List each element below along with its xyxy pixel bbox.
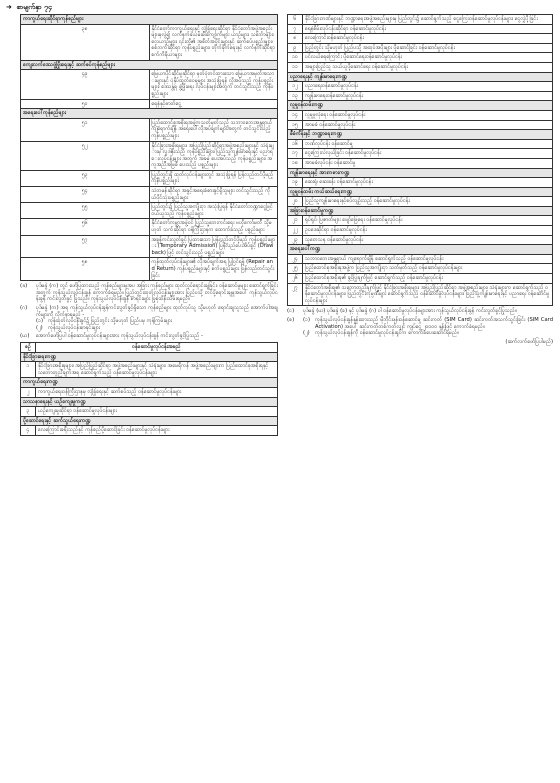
arrow-icon: ➜ — [6, 3, 12, 11]
row-text: ကျန်းမာရေးဝန်ဆောင်မှုလုပ်ငန်း — [303, 91, 553, 101]
paragraph-gha: (ဃ) အောက်ဖော်ပြပါ ဝန်ဆောင်မှုလုပ်ငန်းများအား ကုန်သွယ်လုပ်ငန်းခွန် ကင်းလွတ်ခွင့်ပြုသည် - — [20, 333, 203, 340]
row-number: ၂၂ — [288, 226, 303, 236]
section-heading-row — [21, 109, 278, 119]
row-text: အများပြည်သူ သယ်ယူပို့ဆောင်ရေး ဝန်ဆောင်မှုလုပ်ငန်း — [303, 62, 553, 72]
row-text: ပြည်သူ့ကျန်းမာရေးနှင့်စပ်လျဉ်းသည့် ဝန်ဆောင်မှုလုပ်ငန်း — [303, 197, 553, 207]
table-row — [21, 118, 278, 141]
row-text: ငွေကြေးလဲလှယ်ခြင်း ဝန်ဆောင်မှုလုပ်ငန်း — [303, 149, 553, 159]
table-row — [21, 141, 278, 170]
table-row — [288, 24, 553, 34]
left-column — [20, 14, 278, 436]
section-heading: လူမှုဝန်ထမ်းကဏ္ဍ — [288, 101, 553, 111]
section-heading: ကာကွယ်ရေးကဏ္ဍ — [21, 378, 278, 388]
row-text: လေကြောင်းဝန်ဆောင်မှုလုပ်ငန်း — [303, 34, 553, 44]
row-text: ဆေးရုံ၊ ဆေးခန်း ဝန်ဆောင်မှုလုပ်ငန်း — [303, 178, 553, 188]
table-row — [288, 82, 553, 92]
section-heading: ကာကွယ်ရေးဆိုင်ရာကုန်စည်များ — [21, 15, 278, 25]
paragraph-kha: (ခ) ပုဒ်မခွဲ (က) တွင် ဖော်ပြထားသည့် ကုန်စည်များမှအပ အခြား ကုန်စည်များ ထုတ်လုပ်ရောင်းချခြင်း၊ ဝန်ဆောင်မှုများ ဆောင်ရွက်ခြင်းအတွက် ကုန်သွယ်လုပ်ငန်းခွန် ကောက်ခံရမည်။ ပြည်တွင်းထုတ်လုပ်ငန်းများအား ပြည်ပသို့ တင်ပို့ရောင်းချမှုအပေါ် ကုန်သွယ်လုပ်ငန်းခွန် ကင်းလွတ်ခွင့် ပြုသည်။ ကုန်သွယ်လုပ်ငန်းခွန် စာရင်းများ ပြုစုထိန်းသိမ်းရမည်။ — [20, 283, 278, 303]
row-text: နိုင်ငံခြားအစိုးရများ၊ အပြည်ပြည်ဆိုင်ရာ အဖွဲ့အစည်းများနှင့် သံရုံးများ၊ အမေရိကန် အဖွဲ့အစည်းများက ပြည်ထောင်စုအစိုးရနှင့် သဘောတူညီချက်အရ ဆောင်ရွက်သည့် ဝန်ဆောင်မှုလုပ်ငန်းများ — [36, 362, 278, 378]
row-number: ၅၆ — [21, 219, 150, 235]
section-heading: အရေးပေါ်ကုန်စည်များ — [21, 109, 278, 119]
section-heading: အရေးပေါ်ကဏ္ဍ — [288, 245, 553, 255]
row-number: ၁၈ — [288, 158, 303, 168]
table-header-row — [21, 342, 278, 352]
row-text: လေကြောင်းခရီးသည်နှင့် ကုန်စည်ပို့ဆောင်ခြင်း ဝန်ဆောင်မှုလုပ်ငန်းများ — [36, 426, 278, 436]
table-row — [21, 70, 278, 99]
section-heading: အခြားဝန်ဆောင်မှုကဏ္ဍ — [288, 206, 553, 216]
row-number: ၂ — [21, 387, 36, 397]
section-heading-row — [21, 397, 278, 407]
section-heading-row — [288, 187, 553, 197]
table-row — [288, 53, 553, 63]
row-number: ၂၀ — [288, 197, 303, 207]
row-text: ပင်လယ်ရေကြောင်း ပို့ဆောင်ရေးဝန်ဆောင်မှုလုပ်ငန်း — [303, 53, 553, 63]
table-row — [21, 387, 278, 397]
row-text: အာမခံလုပ်ငန်း ဝန်ဆောင်မှု — [303, 158, 553, 168]
goods-exemption-table — [20, 14, 278, 281]
row-number: ၂၅ — [288, 264, 303, 274]
row-number: ၇ — [288, 24, 303, 34]
section-heading: ပို့ဆောင်ရေးနှင့် ဆက်သွယ်ရေးကဏ္ဍ — [21, 416, 278, 426]
row-text: ရုပ်ရှင်၊ ပြဇာတ်များ ဖျော်ဖြေရေး ဝန်ဆောင်မှုလုပ်ငန်း — [303, 216, 553, 226]
row-number: ၅၄ — [21, 187, 150, 203]
service-exemption-table — [20, 342, 278, 436]
paragraph-sa: (စ) (၁) ကုန်သွယ်လုပ်ငန်းခွန်နှုန်းထားသည် မိုဘိုင်းဖုန်းဝန်ဆောင်မှု ဆင်းကတ် (SIM Card) ဆင်းကတ်အသက်သွင်းခြင်း (SIM Card Activation) အပေါ် ဆင်းကတ်တစ်ကတ်လျှင် ကျပ်ငွေ ၂၀၀၀၀ နှုန်းဖြင့် ကောက်ခံရမည်။ (၂) ကုန်သွယ်လုပ်ငန်းခွန်ကို ဝန်ဆောင်မှုလုပ်ငန်းရှင်က ကောက်ခံပေးဆောင်ရမည်။ — [287, 317, 553, 337]
row-text: ပြည်တွင်း၌ ပြည်သူ့အကျိုးငှာ အသုံးပြုရန် နိုင်ငံတော်ဘဏ္ဍာငွေဖြင့် ဝယ်ယူသည့် ကုန်ပစ္စည်းများ — [149, 203, 278, 219]
row-text: နိုင်ငံတော်ကာကွယ်ရေးနှင့် လုံခြုံရေးဆိုင်ရာ နိုင်ငံတော်အဖွဲ့အစည်းများမှလွဲ၍ လက်နက်ခဲယမ်းမီးကျောက်များ ယာဉ်များ၊ သင်္ဘောများ၊ လေယာဉ်များ၊ ၎င်းတို့၏ အစိတ်အပိုင်းများနှင့် ဆက်စပ်ပစ္စည်းများ၊ စစ်ဘက်ဆိုင်ရာ ကုန်ပစ္စည်းများ၊ တိုက်ခိုက်ရေးနှင့် လက်နက်ဆိုင်ရာ စက်ကိရိယာများ — [149, 24, 278, 60]
table-row — [288, 43, 553, 53]
table-row — [288, 34, 553, 44]
continued-note: (ဆက်လက်ဖော်ပြပါမည်) — [505, 338, 553, 345]
section-heading: ကျန်းမာရေးနှင့် အားကစားကဏ္ဍ — [288, 168, 553, 178]
row-number: ၅၃ — [21, 170, 150, 186]
row-number: ၂၁ — [288, 216, 303, 226]
table-row — [288, 62, 553, 72]
row-number: ၁၄ — [288, 110, 303, 120]
right-column — [287, 14, 553, 346]
row-number: ၂၄ — [288, 254, 303, 264]
page-header — [6, 3, 52, 13]
row-number: ၁၉ — [288, 178, 303, 188]
paragraph-ga: (ဂ) ပုဒ်မခွဲ (က) အရ ကုန်သွယ်လုပ်ငန်းခွန်ကင်းလွတ်ခွင့်ရှိသော ကုန်စည်များ ထုတ်လုပ်သူ သို့မဟုတ် ရောင်းချသူသည် အောက်ပါအချက်များကို လိုက်နာရမည် - (၁) ကုန်ထုတ်လုပ်ငန်းခွင်၌ ပြည်တွင်း သို့မဟုတ် ပြည်ပမှ ကုန်ကြမ်းများ (၂) ကုန်သွယ်လုပ်ငန်းစာရင်းများ — [20, 304, 278, 331]
table-row — [288, 149, 553, 159]
paragraph-ca: (င) ပုဒ်မခွဲ (ဃ) ပုဒ်မခွဲ (ခ) နှင့် ပုဒ်မခွဲ (ဂ) ပါ ဝန်ဆောင်မှုလုပ်ငန်းများအား ကုန်သွယ်လုပ်ငန်းခွန် ကင်းလွတ်ခွင့်ပြုသည်။ — [287, 308, 517, 315]
row-text: လူမှုဖူလုံရေး ဝန်ဆောင်မှုလုပ်ငန်း — [303, 110, 553, 120]
table-row — [21, 426, 278, 436]
row-number: ၁၂ — [288, 82, 303, 92]
row-text: ပြည်တွင်းရှိ ထုတ်လုပ်ငန်းများတွင် အသုံးပြုရန် ပြန်လည်တင်ပို့မည့် ကုန်ပစ္စည်းများ — [149, 170, 278, 186]
section-heading: စီမံကိန်းနှင့် ဘဏ္ဍာရေးကဏ္ဍ — [288, 130, 553, 140]
section-heading: သာသနာရေးနှင့် ယဉ်ကျေးမှုကဏ္ဍ — [21, 397, 278, 407]
row-number: ၁၃ — [288, 91, 303, 101]
table-row — [288, 226, 553, 236]
row-number: ၂၇ — [288, 283, 303, 306]
row-number: ၁ — [21, 362, 36, 378]
row-text: သံတမန်ဆိုင်ရာ အခွင့်အရေးခံစားခွင့်ရှိသူများ တင်သွင်းသည့် ကိုယ်ပိုင်သုံးပစ္စည်းများ — [149, 187, 278, 203]
row-text: မြေယာပိုင်ဆိုင်မှုဆိုင်ရာ မှတ်ပုံတင်ထားသော မြေယာအမှတ်အသားများနှင့် ပုံနှိပ်ထုတ်ဝေမှုများ အသုံးပြုရန် လိုအပ်သည့် ကုန်ပစ္စည်းများ၊ ဒေသန္တရ ဖွံ့ဖြိုးရေး လုပ်ငန်းများအတွက် တင်သွင်းသည့် ကုန်ပစ္စည်းများ — [149, 70, 278, 99]
table-row — [288, 120, 553, 130]
table-row — [288, 235, 553, 245]
row-text: ဘဏ်လုပ်ငန်း ဝန်ဆောင်မှု — [303, 139, 553, 149]
row-number: ၈ — [288, 34, 303, 44]
section-heading: လူမှုဝန်ထမ်း ကယ်ဆယ်ရေးကဏ္ဍ — [288, 187, 553, 197]
section-heading: နိုင်ငံခြားရေးကဏ္ဍ — [21, 352, 278, 362]
section-heading: ပညာရေးနှင့် ကျန်းမာရေးကဏ္ဍ — [288, 72, 553, 82]
table-row — [288, 15, 553, 25]
table-row — [288, 158, 553, 168]
row-number: ၂၆ — [288, 274, 303, 284]
table-row — [21, 362, 278, 378]
sub-item: (၁) ကုန်သွယ်လုပ်ငန်းခွန်နှုန်းထားသည် မိုဘိုင်းဖုန်းဝန်ဆောင်မှု ဆင်းကတ် (SIM Card) ဆင်းကတ်အသက်သွင်းခြင်း (SIM Card Activation) အပေါ် ဆင်းကတ်တစ်ကတ်လျှင် ကျပ်ငွေ ၂၀၀၀၀ နှုန်းဖြင့် ကောက်ခံရမည်။ — [303, 317, 553, 330]
row-number: ၅၈ — [21, 258, 150, 281]
row-text: ယဉ်ကျေးမှုဆိုင်ရာ ဝန်ဆောင်မှုလုပ်ငန်းများ — [36, 407, 278, 417]
row-number: ၁၁ — [288, 62, 303, 72]
table-row — [288, 110, 553, 120]
sub-item: (၁) ကုန်ထုတ်လုပ်ငန်းခွင်၌ ပြည်တွင်း သို့မဟုတ် ပြည်ပမှ ကုန်ကြမ်းများ — [36, 318, 172, 325]
row-text: ပြည်ထောင်စုအစိုးရ၏ ခွင့်ပြုချက်ဖြင့် ဆောင်ရွက်သည့် ဝန်ဆောင်မှုလုပ်ငန်း — [303, 274, 553, 284]
section-heading-row — [288, 245, 553, 255]
table-row — [21, 187, 278, 203]
row-number: ၄ — [21, 426, 36, 436]
sub-item: (၂) ကုန်သွယ်လုပ်ငန်းစာရင်းများ — [36, 324, 100, 331]
table-row — [21, 99, 278, 109]
row-text: ဥပဒေဆိုင်ရာ ဝန်ဆောင်မှုလုပ်ငန်း — [303, 226, 553, 236]
row-number: ၅၁ — [21, 118, 150, 141]
row-text: ပညာရေးဝန်ဆောင်မှုလုပ်ငန်း — [303, 82, 553, 92]
row-text: ရေနံနှင့်ဓာတ်ငွေ့ — [149, 99, 278, 109]
section-heading-row — [21, 15, 278, 25]
table-row — [288, 283, 553, 306]
table-row — [21, 219, 278, 235]
row-text: ကာကွယ်ရေးဝန်ကြီးဌာနမှ လုံခြုံရေးနှင့် ဆက်စပ်သည့် ဝန်ဆောင်မှုလုပ်ငန်းများ — [36, 387, 278, 397]
table-row — [21, 235, 278, 258]
section-heading-row — [21, 352, 278, 362]
table-row — [288, 254, 553, 264]
service-exemption-table-continued — [287, 14, 553, 306]
row-number: ၁၆ — [288, 139, 303, 149]
section-heading: ကျေးလက်ဒေသဖွံ့ဖြိုးရေးနှင့် ဆက်စပ်ကုန်စည်များ — [21, 60, 278, 70]
row-number: ၅၀ — [21, 99, 150, 109]
row-number: ၄၉ — [21, 70, 150, 99]
row-text: ပြည်ထောင်စုအစိုးရအဖွဲ့ကသတ်မှတ်သည့် သဘာဝဘေးအန္တရာယ်ကျရောက်ချိန် အရေးပေါ်လိုအပ်ချက်များအတွက် တင်သွင်းသည့် ကုန်ပစ္စည်းများ — [149, 118, 278, 141]
table-row — [288, 216, 553, 226]
row-number: ၅၅ — [21, 203, 150, 219]
table-row — [288, 197, 553, 207]
row-number: ၅၂ — [21, 141, 150, 170]
row-text: နိုင်ငံတော်ကမ္ဘာ့အဖွဲ့ဝင် ပြည်သူ့ဘေးကင်းရေး ဗဟိုကော်မတီ သို့မဟုတ် သက်ဆိုင်ရာ ဝန်ကြီးဌာနက ထောက်ခံသည့် ပစ္စည်းများ — [149, 219, 278, 235]
column-header-service: ဝန်ဆောင်မှုလုပ်ငန်းအမည် — [36, 342, 278, 352]
table-row — [288, 264, 553, 274]
section-heading-row — [21, 60, 278, 70]
row-number: ၅၇ — [21, 235, 150, 258]
row-number: ၆ — [288, 15, 303, 25]
row-number: ၁၇ — [288, 149, 303, 159]
row-number: ၁၀ — [288, 53, 303, 63]
section-heading-row — [21, 378, 278, 388]
table-row — [21, 258, 278, 281]
row-text: ပြည်တွင်း သို့မဟုတ် ပြည်ပသို့ အထုပ်အပိုးများ ပို့ဆောင်ခြင်း ဝန်ဆောင်မှုလုပ်ငန်း — [303, 43, 553, 53]
table-row — [288, 178, 553, 188]
section-heading-row — [288, 101, 553, 111]
row-text: နိုင်ငံခြားအစိုးရများ၊ အပြည်ပြည်ဆိုင်ရာအဖွဲ့အစည်းများနှင့် သံရုံးများမှ လှူဒါန်းသည့် ကုန်ပစ္စည်းများ၊ ပြည်သူ့ကျန်းမာရေးနှင့် ပညာရေးလုပ်ငန်းများ အတွက် အခမဲ့ ပေးအပ်သည့် ကုန်ပစ္စည်းများ၊ အကူအညီအဖြစ် ပေးသည့် ပစ္စည်းများ — [149, 141, 278, 170]
section-heading-row — [288, 72, 553, 82]
row-number: ၁၅ — [288, 120, 303, 130]
row-text: ပြည်ထောင်စုအစိုးရအဖွဲ့က ပြည်သူ့အကျိုးငှာ သတ်မှတ်သည့် ဝန်ဆောင်မှုလုပ်ငန်းများ — [303, 264, 553, 274]
row-text: အခွန်ကင်းလွတ်ခွင့် ပြုထားသော ပြန်လည်တင်ပို့မည့် ကုန်ပစ္စည်းများ (Temporary Admission) ပြန်လည်ပေးအပ်ခွင့် (Draw back) ဖြင့် တင်သွင်းသည့် ပစ္စည်းများ — [149, 235, 278, 258]
row-text: သုတေသန ဝန်ဆောင်မှုလုပ်ငန်း — [303, 235, 553, 245]
table-row — [288, 91, 553, 101]
column-header-no: စဉ် — [21, 342, 36, 352]
row-text: ကုန်ထုတ်လုပ်ငန်းများ၏ လိုအပ်ချက်အရ ပြုပြင်ရန် (Repair and Return) ကုန်ပစ္စည်းများနှင့် စက်ပစ္စည်းများ ပြန်လည်တင်သွင်းခြင်း — [149, 258, 278, 281]
row-number: ၂၃ — [288, 235, 303, 245]
section-heading-row — [288, 206, 553, 216]
table-row — [288, 274, 553, 284]
table-row — [288, 139, 553, 149]
row-number: ၃ — [21, 407, 36, 417]
row-text: နိုင်ငံတော်အစိုးရ၏ သဘောတူညီချက်ဖြင့် နိုင်ငံခြားအစိုးရများ၊ အပြည်ပြည်ဆိုင်ရာ အဖွဲ့အစည်းများ၊ သံရုံးများက ဆောင်ရွက်သည့် ဝန်ဆောင်မှုလုပ်ငန်းများ၊ ပြည်တွင်းကုမ္ပဏီများ ဆောင်ရွက်သည့် ဝန်ဆောင်မှုလုပ်ငန်းများ၊ ပြည်သူ့ကျန်းမာရေးနှင့် ပညာရေး ဝန်ဆောင်မှုလုပ်ငန်းများ — [303, 283, 553, 306]
row-text: အာမခံ ဝန်ဆောင်မှုလုပ်ငန်း — [303, 120, 553, 130]
table-row — [21, 407, 278, 417]
sub-item: (၂) ကုန်သွယ်လုပ်ငန်းခွန်ကို ဝန်ဆောင်မှုလုပ်ငန်းရှင်က ကောက်ခံပေးဆောင်ရမည်။ — [303, 330, 459, 337]
row-number: ၉ — [288, 43, 303, 53]
row-number: ၃၈ — [21, 24, 150, 60]
section-heading-row — [288, 168, 553, 178]
row-text: ရေနံစိမ်းလုပ်ငန်းဆိုင်ရာ ဝန်ဆောင်မှုလုပ်ငန်း — [303, 24, 553, 34]
table-row — [21, 170, 278, 186]
table-row — [21, 24, 278, 60]
section-heading-row — [288, 130, 553, 140]
table-row — [21, 203, 278, 219]
section-label: စာမျက်နှာ ၇၄ — [16, 3, 52, 11]
row-text: သဘာဝဘေးအန္တရာယ် ကျရောက်ချိန် ဆောင်ရွက်သည့် ဝန်ဆောင်မှုလုပ်ငန်း — [303, 254, 553, 264]
section-heading-row — [21, 416, 278, 426]
row-text: နိုင်ငံခြားဘဏ်များနှင့် ဘဏ္ဍာရေးအဖွဲ့အစည်းများမှ ပြည်တွင်း၌ ဆောင်ရွက်သည့် ငွေကြေးဝန်ဆောင်မှုလုပ်ငန်းများ၊ ငွေလွှဲပို့ခြင်း — [303, 15, 553, 25]
